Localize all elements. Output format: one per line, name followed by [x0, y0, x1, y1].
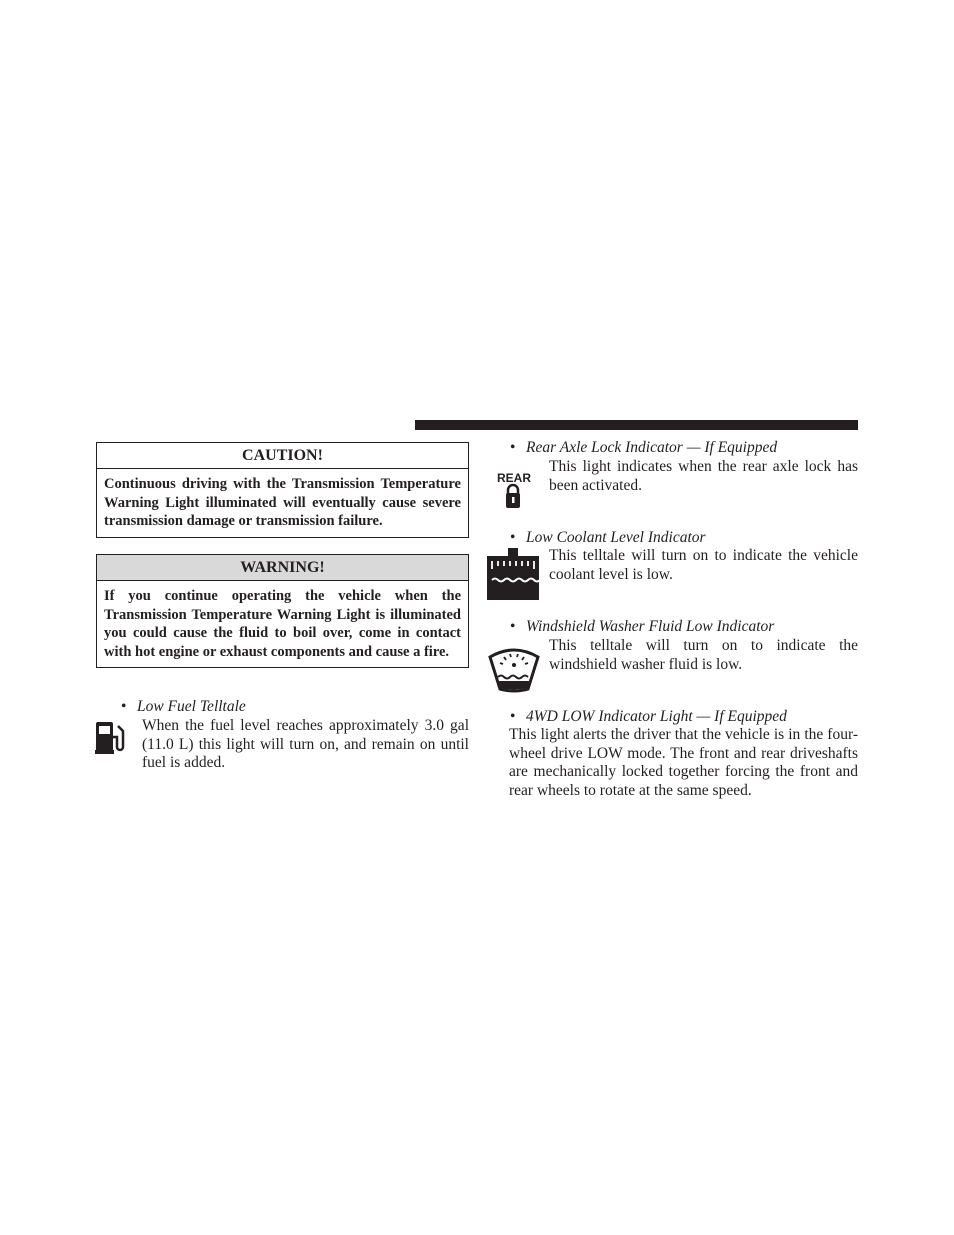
fuel-pump-icon: [95, 720, 127, 754]
coolant-title: Low Coolant Level Indicator: [526, 529, 706, 546]
rear-icon-label: REAR: [496, 471, 532, 485]
warning-title: WARNING!: [97, 555, 468, 581]
low-fuel-text: When the fuel level reaches approximately 3.0 gal (11.0 L) this light will turn on, and remain on until fuel is added.: [142, 717, 469, 772]
washer-title: Windshield Washer Fluid Low Indicator: [526, 618, 775, 635]
warning-text: If you continue operating the vehicle when the Transmission Temperature Warning Light is illuminated you could cause the fluid to boil over, come in contact with hot engine or exhaust components and cause a fire.: [104, 588, 461, 660]
washer-heading: • Windshield Washer Fluid Low Indicator: [510, 618, 775, 635]
rear-axle-heading: • Rear Axle Lock Indicator — If Equipped: [510, 439, 778, 456]
washer-text: This telltale will turn on to indicate the windshield washer fluid is low.: [549, 637, 858, 673]
caution-text: Continuous driving with the Transmission Temperature Warning Light illuminated will eventually cause severe transmission damage or transmission failure.: [104, 476, 461, 530]
coolant-heading: • Low Coolant Level Indicator: [510, 529, 706, 546]
fourwd-heading: • 4WD LOW Indicator Light — If Equipped: [510, 708, 787, 725]
coolant-level-icon: [486, 547, 540, 601]
low-fuel-title: Low Fuel Telltale: [137, 698, 246, 715]
caution-box: [96, 442, 469, 538]
fourwd-title: 4WD LOW Indicator Light — If Equipped: [526, 708, 787, 725]
washer-fluid-icon: [486, 643, 542, 695]
section-header-bar: [415, 420, 858, 430]
rear-axle-title: Rear Axle Lock Indicator — If Equipped: [526, 439, 778, 456]
coolant-text: This telltale will turn on to indicate the vehicle coolant level is low.: [549, 547, 858, 583]
warning-box: [96, 554, 469, 668]
low-fuel-heading: • Low Fuel Telltale: [121, 698, 246, 715]
fourwd-text: This light alerts the driver that the vehicle is in the four-wheel drive LOW mode. The front and rear driveshafts are mechanically locked together forcing the front and rear wheels to rotate at the same speed.: [509, 726, 858, 799]
rear-axle-text: This light indicates when the rear axle lock has been activated.: [549, 458, 858, 494]
caution-title: CAUTION!: [97, 443, 468, 469]
rear-axle-lock-icon: [494, 468, 534, 512]
